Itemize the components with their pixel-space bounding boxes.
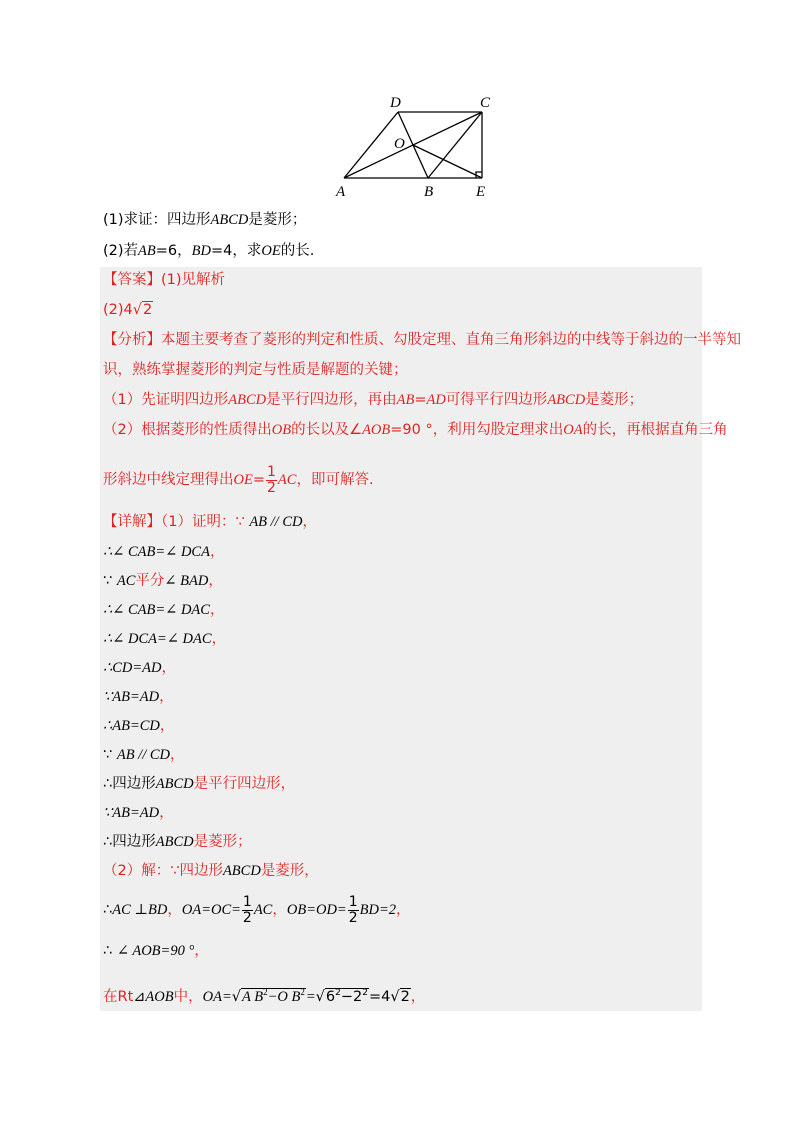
detail-line-4: ∴∠ CAB=∠ DAC， (103, 602, 225, 618)
question-part-1: (1)求证：四边形ABCD是菱形； (103, 212, 307, 228)
fraction-half-1: $\frac{1}{2}$ (242, 893, 252, 926)
analysis-step-2: （2）根据菱形的性质得出OB的长以及∠AOB=90 °，利用勾股定理求出OA的长，再根据直角三角 (103, 422, 728, 438)
detail-line-2: ∴∠ CAB=∠ DCA， (103, 544, 225, 560)
fraction-half-2: $\frac{1}{2}$ (348, 893, 358, 926)
detail-line-13: （2）解：∵四边形ABCD是菱形， (103, 863, 319, 879)
radical-1: √A $B^2-O$ $B^2$ (231, 987, 305, 1005)
detail-line-11: ∵AB=AD， (103, 805, 174, 821)
detail-line-9: ∵ AB // CD， (103, 747, 185, 763)
analysis-line-2: 识，熟练掌握菱形的判定与性质是解题的关键； (103, 362, 408, 378)
label-d: D (390, 95, 401, 111)
segment-ad (344, 112, 398, 178)
detail-line-3: ∵ AC平分∠ BAD， (103, 573, 223, 589)
analysis-step-1: （1）先证明四边形ABCD是平行四边形，再由AB=AD可得平行四边形ABCD是菱形； (103, 392, 644, 408)
detail-line-14: ∴AC ⊥BD，OA=OC= $\frac{1}{2}$ AC，OB=OD= $\frac{1}{2}$ BD=2， (103, 893, 411, 926)
analysis-step-3: 形斜边中线定理得出OE= $\frac{1}{2}$ AC，即可解答. (103, 463, 374, 496)
answer-line-2: (2)4√2 (103, 302, 153, 318)
fraction-half: $\frac{1}{2}$ (267, 463, 276, 496)
label-a: A (336, 184, 346, 200)
detail-line-15: ∴ ∠ AOB=90 °， (103, 943, 209, 959)
geometry-figure (330, 90, 500, 202)
detail-line-5: ∴∠ DCA=∠ DAC， (103, 631, 227, 647)
detail-tag: 【详解】 (103, 514, 161, 530)
detail-line-1: 【详解】（1）证明：∵ AB // CD， (103, 514, 317, 530)
detail-line-6: ∴CD=AD， (103, 660, 176, 676)
label-c: C (480, 95, 491, 111)
analysis-line-1: 【分析】本题主要考查了菱形的判定和性质、勾股定理、直角三角形斜边的中线等于斜边的一半等知 (103, 332, 741, 348)
analysis-tag: 【分析】 (103, 332, 161, 348)
detail-line-8: ∴AB=CD， (103, 718, 175, 734)
answer-tag: 【答案】 (103, 272, 161, 288)
detail-line-10: ∴四边形ABCD是平行四边形， (103, 776, 296, 792)
label-b: B (424, 184, 434, 200)
question-part-2: (2)若AB=6，BD=4，求OE的长. (103, 243, 315, 259)
segment-bc (428, 112, 482, 178)
radical-2: $√6^2-2^2$ (315, 988, 368, 1005)
label-o: O (394, 136, 405, 152)
detail-line-7: ∵AB=AD， (103, 689, 174, 705)
detail-line-16: 在Rt⊿AOB中，OA=√A $B^2-O$ $B^2=√6^2-2^2=4√2$， (103, 982, 425, 1007)
segment-oe (413, 145, 482, 178)
answer-line-1: 【答案】(1)见解析 (103, 272, 226, 288)
detail-line-12: ∴四边形ABCD是菱形； (103, 834, 252, 850)
radical-3: √2 (390, 988, 410, 1005)
label-e: E (476, 184, 486, 200)
